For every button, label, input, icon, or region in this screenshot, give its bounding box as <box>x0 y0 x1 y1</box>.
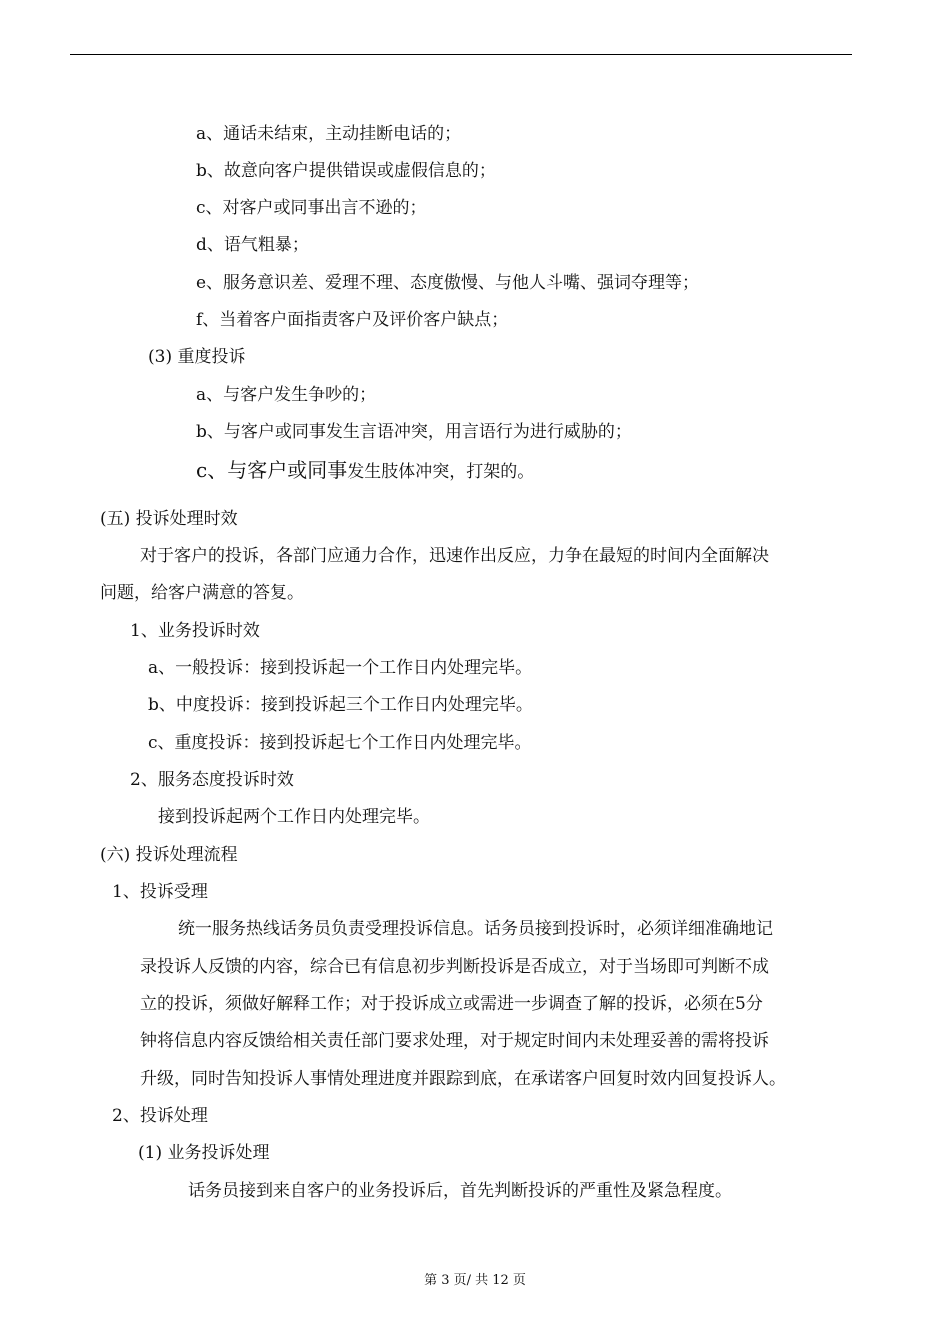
paragraph-line: 接到投诉起两个工作日内处理完毕。 <box>158 807 430 827</box>
list-item-prefix: c、 <box>196 458 228 482</box>
paragraph-line: 钟将信息内容反馈给相关责任部门要求处理，对于规定时间内未处理妥善的需将投诉 <box>140 1031 769 1051</box>
page-number-footer: 第 3 页/ 共 12 页 <box>424 1273 526 1288</box>
list-item-rest: 发生肢体冲突，打架的。 <box>347 462 535 482</box>
subheading: (1) 业务投诉处理 <box>138 1143 270 1163</box>
paragraph-line: 立的投诉，须做好解释工作；对于投诉成立或需进一步调查了解的投诉，必须在5分 <box>140 994 763 1014</box>
header-rule <box>70 54 852 55</box>
paragraph-line: 录投诉人反馈的内容，综合已有信息初步判断投诉是否成立，对于当场即可判断不成 <box>140 957 769 977</box>
paragraph-line: 对于客户的投诉，各部门应通力合作，迅速作出反应，力争在最短的时间内全面解决 <box>140 546 769 566</box>
list-item: a、一般投诉：接到投诉起一个工作日内处理完毕。 <box>148 658 533 678</box>
paragraph-line: 升级，同时告知投诉人事情处理进度并跟踪到底，在承诺客户回复时效内回复投诉人。 <box>140 1069 786 1089</box>
subheading: 1、业务投诉时效 <box>130 621 260 641</box>
list-item: b、故意向客户提供错误或虚假信息的； <box>196 161 496 181</box>
section-heading: (五) 投诉处理时效 <box>100 509 238 529</box>
list-item: f、当着客户面指责客户及评价客户缺点； <box>196 310 509 330</box>
list-item: b、与客户或同事发生言语冲突，用言语行为进行威胁的； <box>196 422 632 442</box>
list-item: c、重度投诉：接到投诉起七个工作日内处理完毕。 <box>148 733 532 753</box>
list-item: a、与客户发生争吵的； <box>196 385 377 405</box>
list-item: e、服务意识差、爱理不理、态度傲慢、与他人斗嘴、强词夺理等； <box>196 273 700 293</box>
paragraph-line: 问题，给客户满意的答复。 <box>100 583 304 603</box>
paragraph-line: 话务员接到来自客户的业务投诉后，首先判断投诉的严重性及紧急程度。 <box>188 1181 732 1201</box>
list-item: c、对客户或同事出言不逊的； <box>196 198 427 218</box>
list-item: a、通话未结束，主动挂断电话的； <box>196 124 462 144</box>
subheading: 1、投诉受理 <box>112 882 208 902</box>
subheading: 2、投诉处理 <box>112 1106 208 1126</box>
section-heading: (六) 投诉处理流程 <box>100 845 238 865</box>
subheading-severe-complaint: (3) 重度投诉 <box>148 347 246 367</box>
list-item <box>196 459 534 483</box>
subheading: 2、服务态度投诉时效 <box>130 770 294 790</box>
list-item: b、中度投诉：接到投诉起三个工作日内处理完毕。 <box>148 695 533 715</box>
paragraph-line: 统一服务热线话务员负责受理投诉信息。话务员接到投诉时，必须详细准确地记 <box>178 919 773 939</box>
list-item: d、语气粗暴； <box>196 235 309 255</box>
list-item-emphasis: 与客户或同事 <box>227 458 348 482</box>
